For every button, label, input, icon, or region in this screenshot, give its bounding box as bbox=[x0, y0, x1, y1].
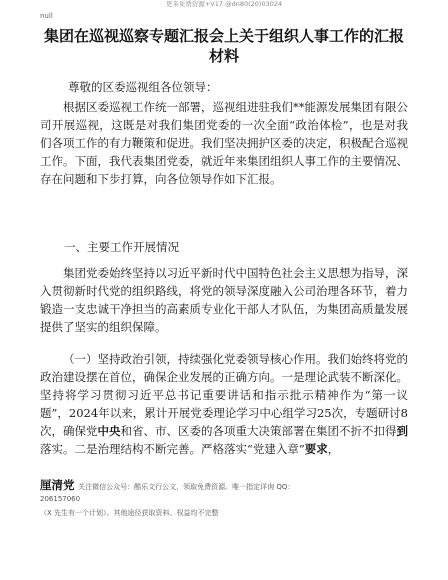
footer-first-line bbox=[40, 476, 408, 494]
intro-paragraph: 根据区委巡视工作统一部署，巡视组进驻我们**能源发展集团有限公司开展巡视，这既是对我们集团党委的一次全面“政治体检”，也是对我们各项工作的有力鞭策和促进。我们坚决拥护区委的决定，积极配合巡视工作。下面，我代表集团党委，就近年来集团组织人事工作的主要情况、存在问题和下步打算，向各位领导作如下汇报。 bbox=[40, 100, 408, 186]
greeting-line: 尊敬的区委巡视组各位领导： bbox=[68, 80, 218, 94]
page-header-text: 更多免费资源+V17 @dn80(20)03024 bbox=[165, 0, 283, 8]
footer-notice bbox=[40, 476, 408, 519]
paragraph-two: 集团党委始终坚持以习近平新时代中国特色社会主义思想为指导，深入贯彻新时代党的组织路线，将党的领导深度融入公司治理各环节，着力锻造一支忠诚干净担当的高素质专业化干部人才队伍，为集团高质量发展提供了坚实的组织保障。 bbox=[40, 266, 408, 334]
document-title: 集团在巡视巡察专题汇报会上关于组织人事工作的汇报材料 bbox=[44, 27, 405, 65]
null-marker: null bbox=[40, 12, 53, 20]
paragraph-three-part-b: 和省、市、区委的各项重大决策部署在集团不折不扣得 bbox=[120, 424, 397, 438]
footer-lead-word: 厘清党 bbox=[40, 478, 75, 492]
paragraph-three-part-d: ， bbox=[327, 442, 340, 456]
footer-note-line-2: 206157060 bbox=[40, 495, 81, 503]
emphasis-dao: 到 bbox=[396, 424, 408, 438]
emphasis-central: 中央 bbox=[97, 424, 121, 438]
paragraph-three-part-c: 落实。二是治理结构不断完善。严格落实“党建入章” bbox=[40, 442, 305, 456]
paragraph-three-part-a: （一）坚持政治引领，持续强化党委领导核心作用。我们始终将党的政治建设摆在首位，确保企业发展的正确方向。一是理论武装不断深化。坚持将学习贯彻习近平总书记重要讲话和指示批示精神作为“第一议题”，2024年以来，累计开展党委理论学习中心组学习25次，专题研讨8次，确保党 bbox=[40, 352, 408, 438]
footer-note-line-1: 关注微信公众号：酷乐文行公文，领取免费资源。唯一指定详询 QQ： bbox=[78, 483, 295, 491]
section-heading: 一、主要工作开展情况 bbox=[64, 240, 179, 254]
emphasis-requirement: 要求 bbox=[304, 442, 328, 456]
footer-note-line-3: （X 先生有一个计划）。其他途径获取资料、权益均不完整 bbox=[40, 509, 219, 517]
paragraph-three bbox=[40, 350, 408, 458]
